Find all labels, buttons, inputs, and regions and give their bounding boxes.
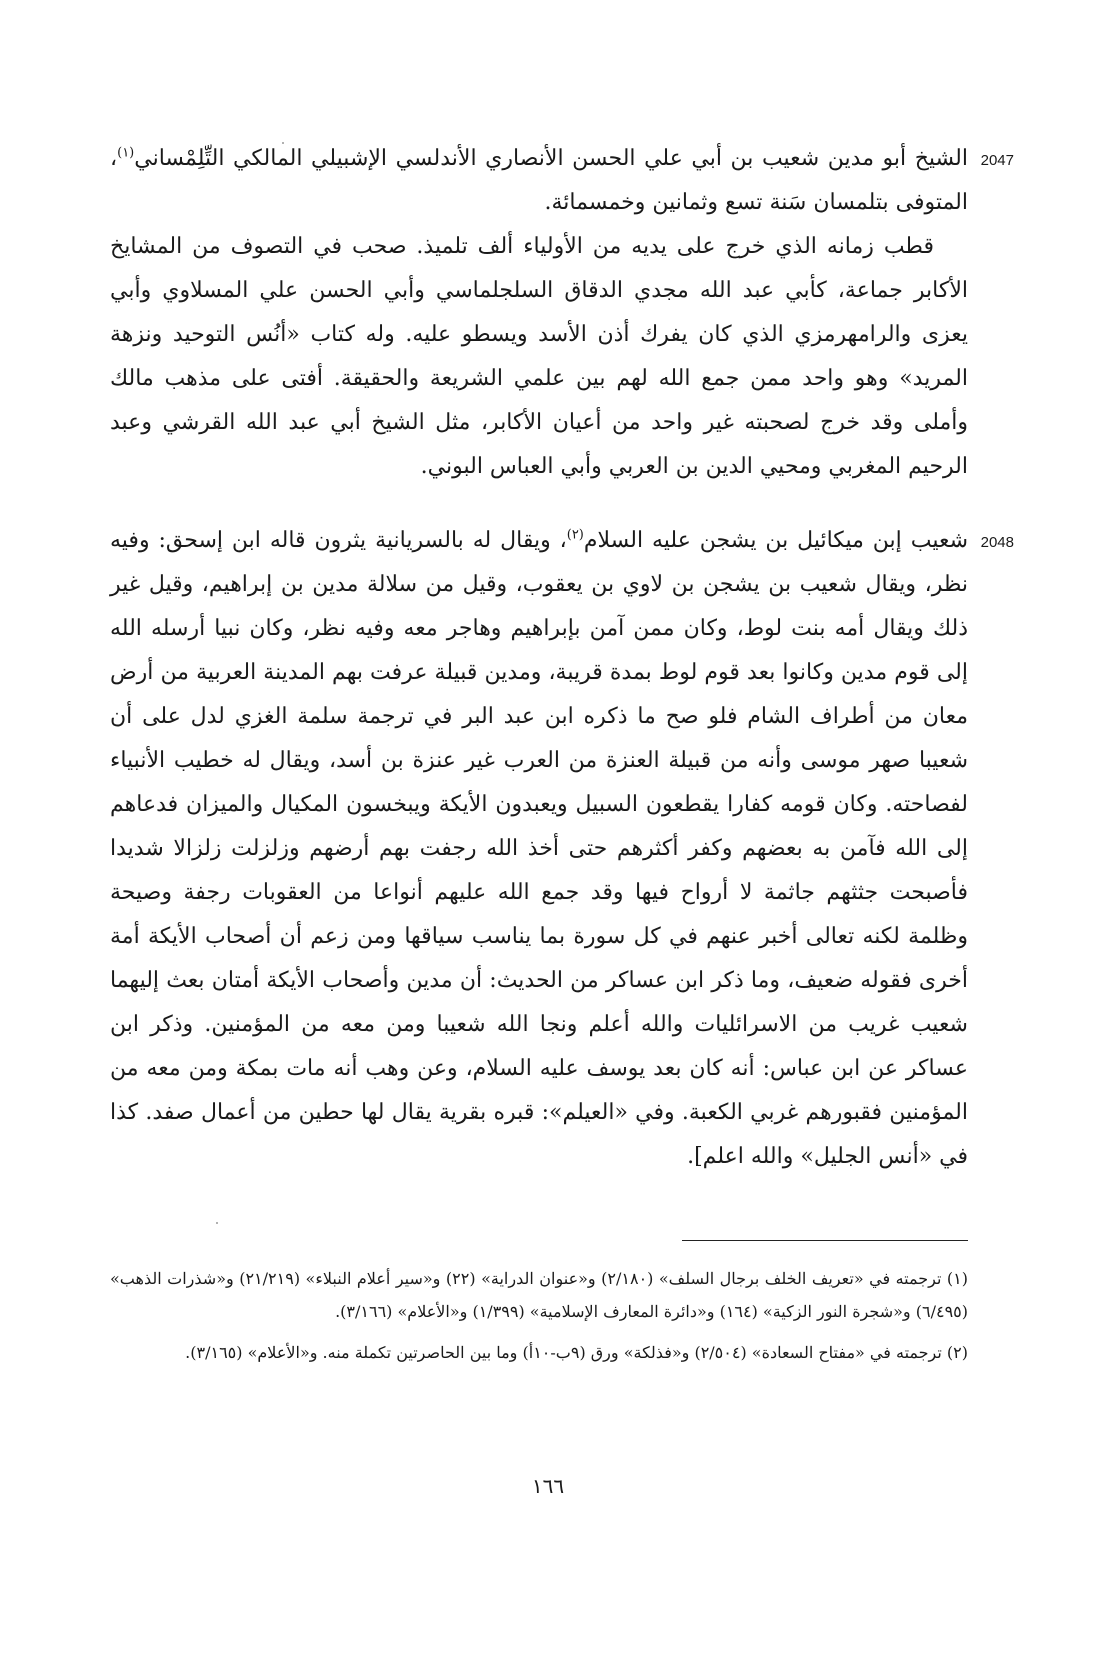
entry-body: ، ويقال له بالسريانية يثرون قاله ابن إسحق: وفيه نظر، ويقال شعيب بن يشجن بن لاوي بن يعقوب، وقيل من سلالة مدين بن إبراهيم، وقيل غير ذلك ويقال أمه بنت لوط، وكان ممن آمن بإبراهيم وهاجر معه وفيه نظر، وكان نبيا أرسله الله إلى قوم مدين وكانوا بعد قوم لوط بمدة قريبة، ومدين قبيلة عرفت بهم المدينة العربية من أرض معان من أطراف الشام فلو صح ما ذكره ابن عبد البر في ترجمة سلمة الغزي لدل على أن شعيبا صهر موسى وأنه من قبيلة العنزة من العرب غير عنزة بن أسد، ويقال له خطيب الأنبياء لفصاحته. وكان قومه كفارا يقطعون السبيل ويعبدون الأيكة ويبخسون المكيال والميزان فدعاهم إلى الله فآمن به بعضهم وكفر أكثرهم حتى أخذ الله رجفت بهم أرضهم وزلزلت زلزالا شديدا فأصبحت جثثهم جاثمة لا أرواح فيها وقد جمع الله عليهم أنواعا من العقوبات رجفة وصيحة وظلمة لكنه تعالى أخبر عنهم في كل سورة بما يناسب سياقها ومن زعم أن أصحاب الأيكة أمة أخرى فقوله ضعيف، وما ذكر ابن عساكر من الحديث: أن مدين وأصحاب الأيكة أمتان بعث إليهما شعيب غريب من الاسرائليات والله أعلم ونجا الله شعيبا ومن معه من المؤمنين. وذكر ابن عساكر عن ابن عباس: أنه كان بعد يوسف عليه السلام، وعن وهب أنه مات بمكة ومن معه من المؤمنين فقبورهم غربي الكعبة. وفي «العيلم»: قبره بقرية يقال لها حطين من أعمال صفد. كذا في «أنس الجليل» والله اعلم]. <box>110 528 968 1169</box>
entry-heading-text: الشيخ أبو مدين شعيب بن أبي علي الحسن الأنصاري الأندلسي الإشبيلي المالكي التِّلِمْساني <box>134 146 968 171</box>
scan-speck <box>216 1222 218 1224</box>
entry-number: 2048 <box>980 534 1014 551</box>
footnote-reference[interactable]: (١) <box>117 145 135 161</box>
entry-heading <box>110 137 968 225</box>
entry-2047 <box>110 137 1014 489</box>
page-number: ١٦٦ <box>531 1474 565 1498</box>
footnote-reference[interactable]: (٢) <box>566 527 584 543</box>
footnote-divider <box>682 1240 968 1241</box>
entry-heading-continuation: ، المتوفى بتلمسان سَنة تسع وثمانين وخمسمائة. <box>110 146 968 215</box>
footnote-2: (٢) ترجمته في «مفتاح السعادة» (٢/٥٠٤) و«فذلكة» ورق (٩ب-١٠أ) وما بين الحاصرتين تكملة منه. و«الأعلام» (٣/١٦٥). <box>185 1343 968 1362</box>
footnote-1: (١) ترجمته في «تعريف الخلف برجال السلف» (٢/١٨٠) و«عنوان الدراية» (٢٢) و«سير أعلام النبلاء» (٢١/٢١٩) و«شذرات الذهب» (٦/٤٩٥) و«شجرة النور الزكية» (١٦٤) و«دائرة المعارف الإسلامية» (١/٣٩٩) و«الأعلام» (٣/١٦٦). <box>110 1269 969 1321</box>
scan-speck <box>282 142 284 144</box>
entry-2048 <box>110 519 1014 1179</box>
entry-body: قطب زمانه الذي خرج على يديه من الأولياء ألف تلميذ. صحب في التصوف من المشايخ الأكابر جماعة، كأبي عبد الله مجدي الدقاق السلجلماسي وأبي الحسن علي المسلاوي وأبي يعزى والرامهرمزي الذي كان يفرك أذن الأسد ويسطو عليه. وله كتاب «أنُس التوحيد ونزهة المريد» وهو واحد ممن جمع الله لهم بين علمي الشريعة والحقيقة. أفتى على مذهب مالك وأملى وقد خرج لصحبته غير واحد من أعيان الأكابر، مثل الشيخ أبي عبد الله القرشي وعبد الرحيم المغربي ومحيي الدين بن العربي وأبي العباس البوني. <box>110 234 968 479</box>
entry-heading <box>110 519 968 1179</box>
entry-number: 2047 <box>980 152 1014 169</box>
footnotes <box>110 1262 968 1377</box>
entry-heading-text: شعيب إبن ميكائيل بن يشجن عليه السلام <box>583 528 969 553</box>
